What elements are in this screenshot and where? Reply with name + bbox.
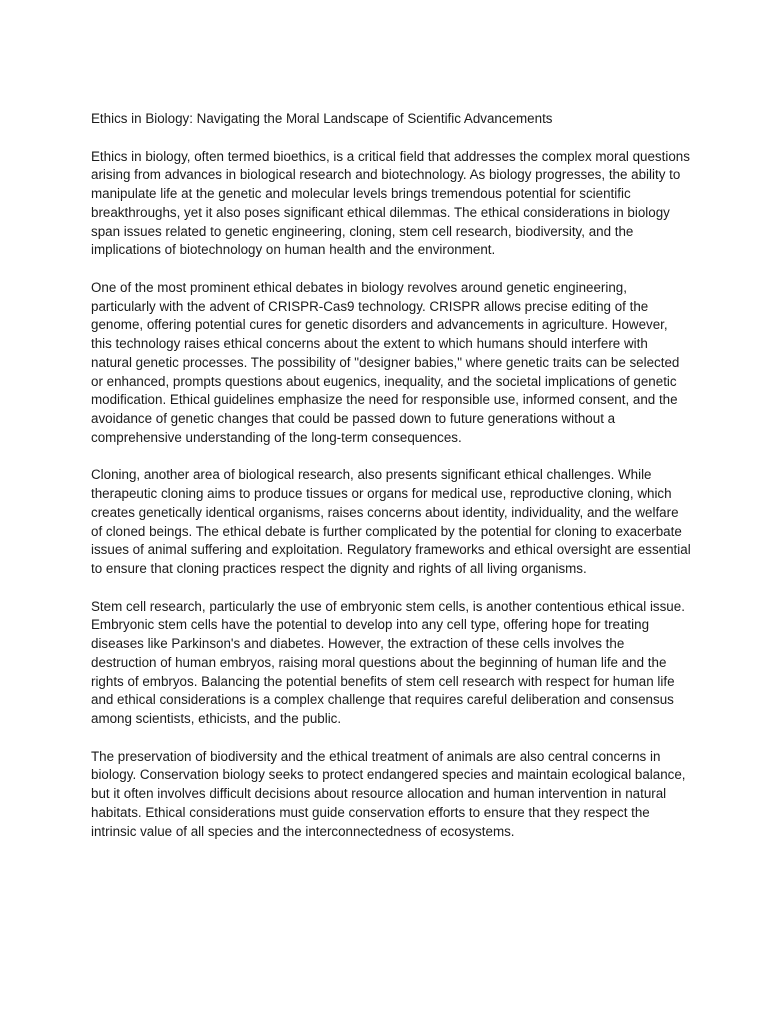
paragraph-bioethics-intro: Ethics in biology, often termed bioethics, is a critical field that addresses the complex moral questions arising from advances in biological research and biotechnology. As biology progresses, the ability to manipulate life at the genetic and molecular levels brings tremendous potential for scientific breakthroughs, yet it also poses significant ethical dilemmas. The ethical considerations in biology span issues related to genetic engineering, cloning, stem cell research, biodiversity, and the implications of biotechnology on human health and the environment.	[91, 148, 690, 258]
paragraph-biodiversity: The preservation of biodiversity and the ethical treatment of animals are also central concerns in biology. Conservation biology seeks to protect endangered species and maintain ecological balance, but it often involves difficult decisions about resource allocation and human intervention in natural habitats. Ethical considerations must guide conservation efforts to ensure that they respect the intrinsic value of all species and the interconnectedness of ecosystems.	[91, 748, 686, 839]
paragraph-genetic-engineering: One of the most prominent ethical debates in biology revolves around genetic engineering, particularly with the advent of CRISPR-Cas9 technology. CRISPR allows precise editing of the genome, offering potential cures for genetic disorders and advancements in agriculture. However, this technology raises ethical concerns about the extent to which humans should interfere with natural genetic processes. The possibility of "designer babies," where genetic traits can be selected or enhanced, prompts questions about eugenics, inequality, and the societal implications of genetic modification. Ethical guidelines emphasize the need for responsible use, informed consent, and the avoidance of genetic changes that could be passed down to future generations without a comprehensive understanding of the long-term consequences.	[91, 279, 680, 445]
document-body	[91, 110, 691, 860]
paragraph-stem-cell-research: Stem cell research, particularly the use of embryonic stem cells, is another contentious ethical issue. Embryonic stem cells have the potential to develop into any cell type, offering hope for treating diseases like Parkinson's and diabetes. However, the extraction of these cells involves the destruction of human embryos, raising moral questions about the beginning of human life and the rights of embryos. Balancing the potential benefits of stem cell research with respect for human life and ethical considerations is a complex challenge that requires careful deliberation and consensus among scientists, ethicists, and the public.	[91, 598, 685, 726]
paragraph-cloning: Cloning, another area of biological research, also presents significant ethical challenges. While therapeutic cloning aims to produce tissues or organs for medical use, reproductive cloning, which creates genetically identical organisms, raises concerns about identity, individuality, and the welfare of cloned beings. The ethical debate is further complicated by the potential for cloning to exacerbate issues of animal suffering and exploitation. Regulatory frameworks and ethical oversight are essential to ensure that cloning practices respect the dignity and rights of all living organisms.	[91, 467, 691, 576]
document-title: Ethics in Biology: Navigating the Moral Landscape of Scientific Advancements	[91, 111, 553, 126]
